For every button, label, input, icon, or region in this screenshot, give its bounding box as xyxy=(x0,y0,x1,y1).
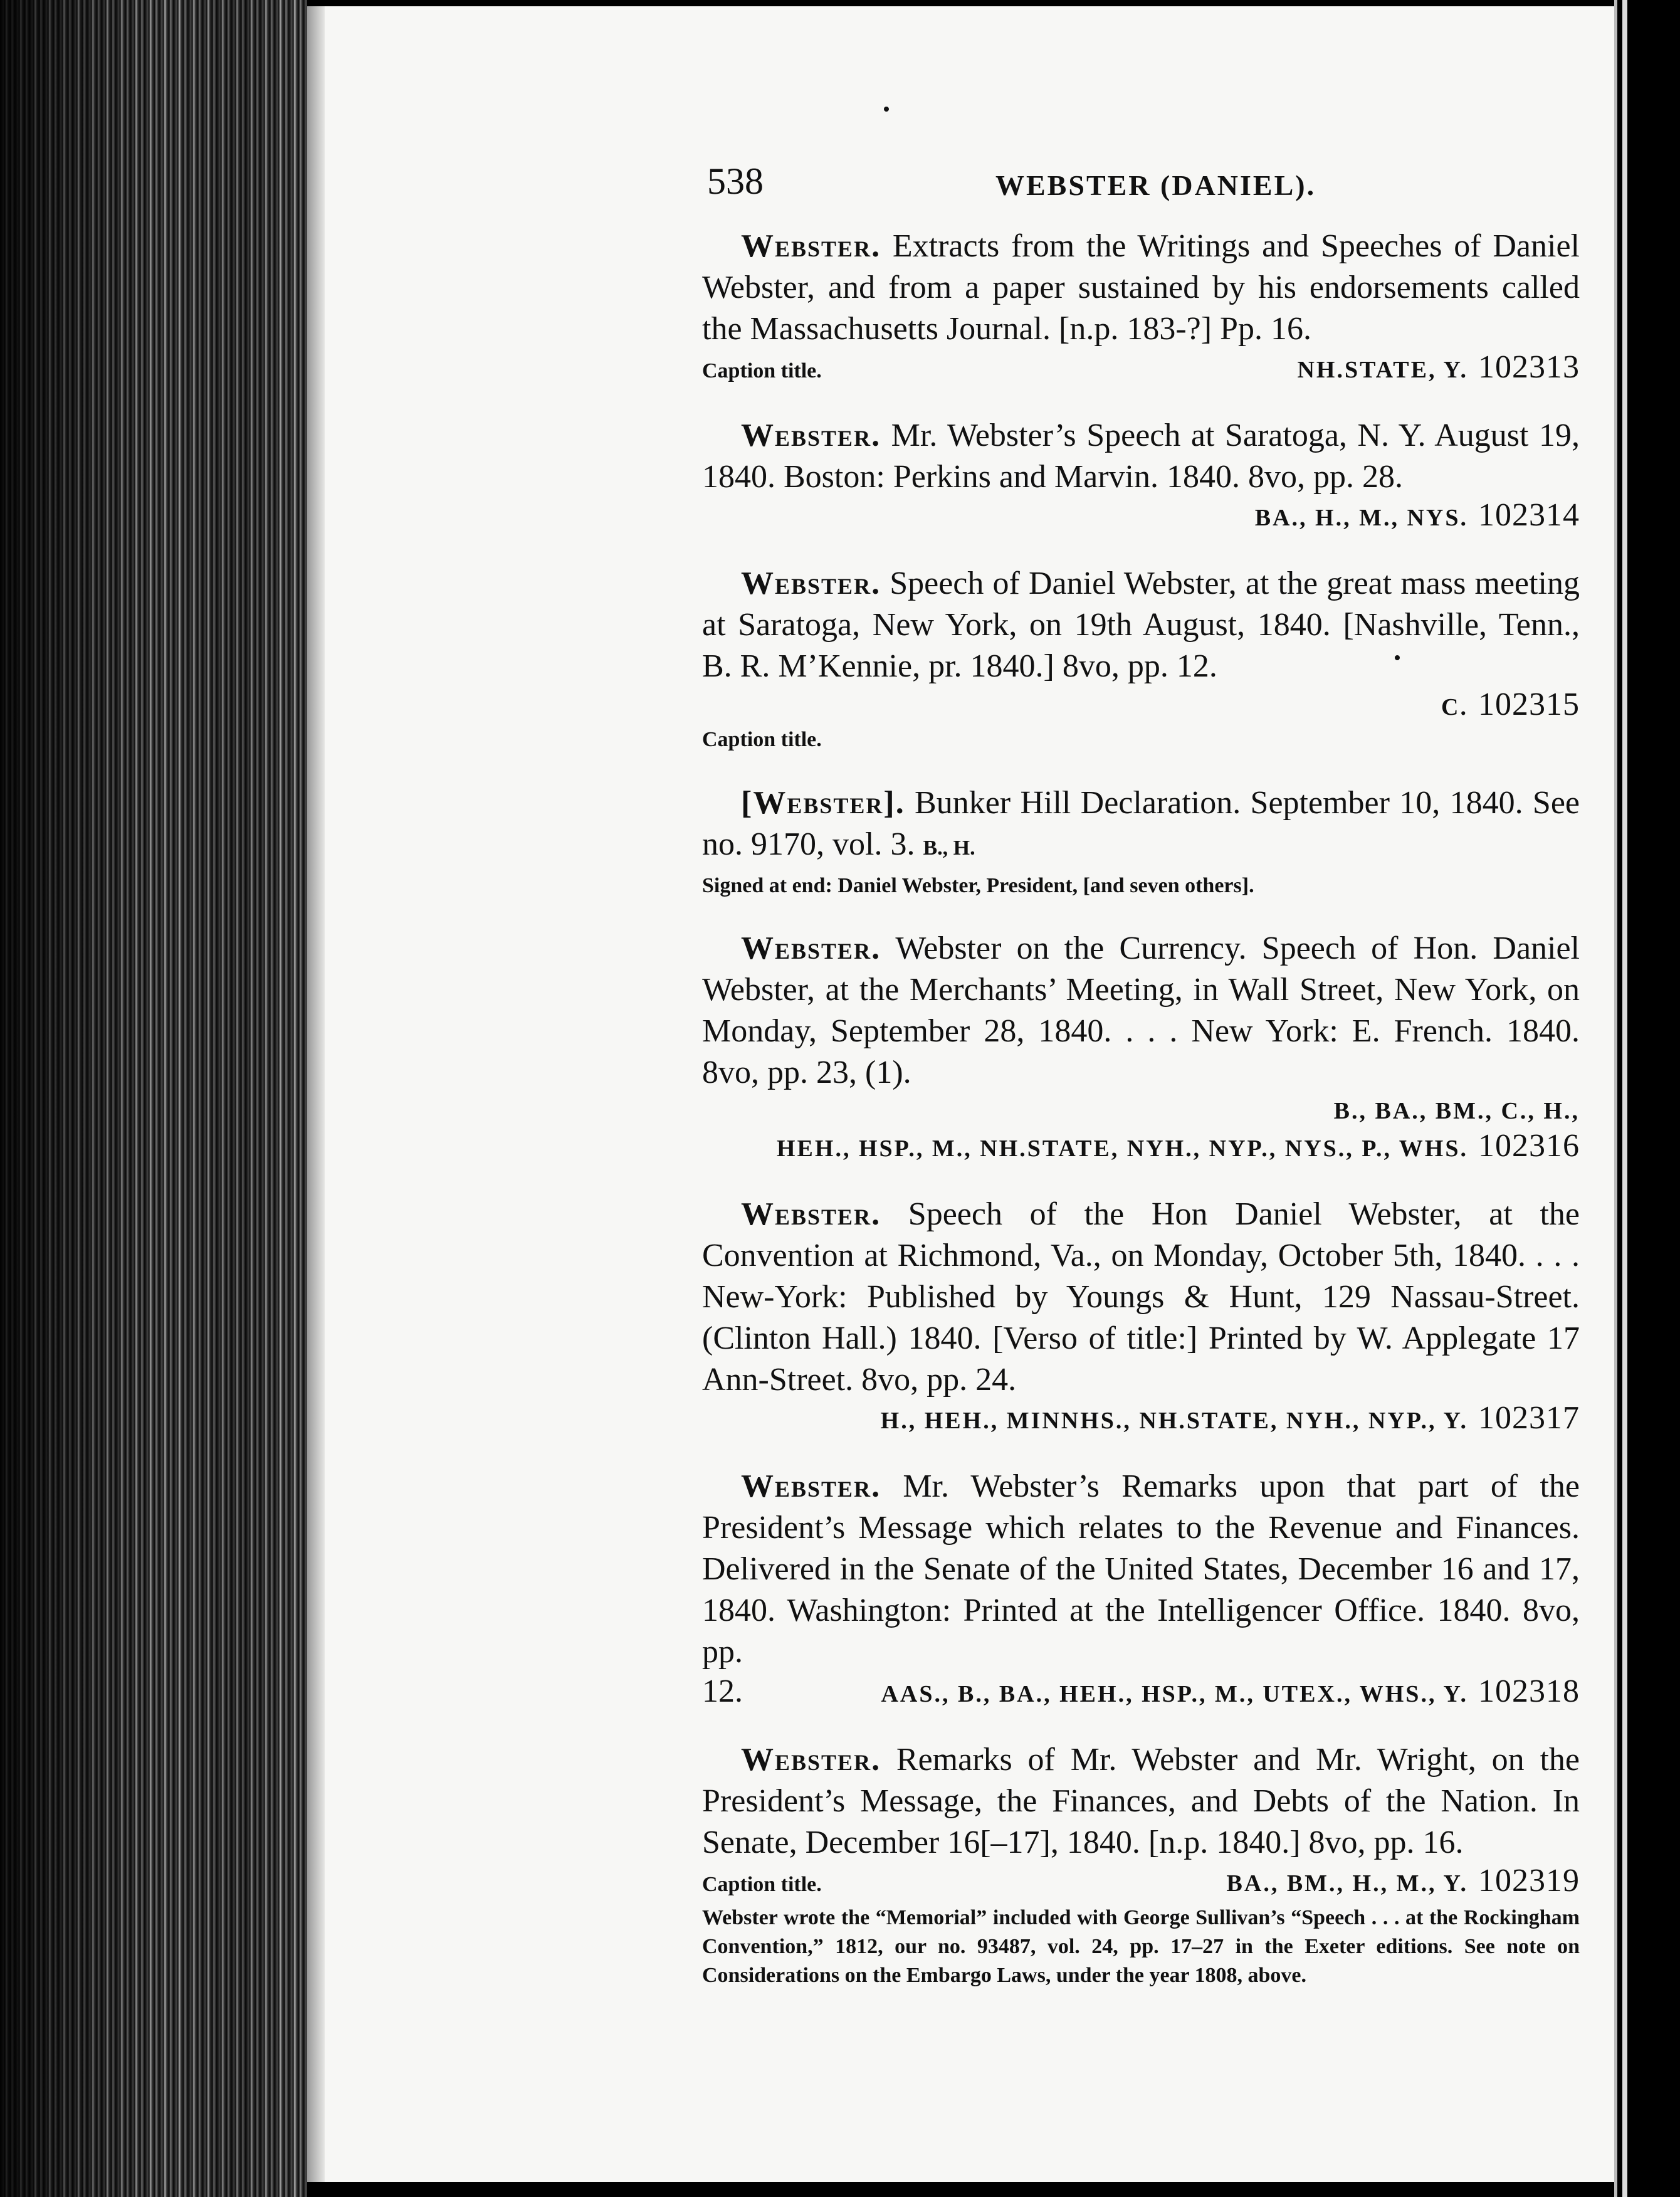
holding-locations: BA., BM., H., M., Y. xyxy=(1226,1870,1468,1897)
page-number: 538 xyxy=(707,161,764,202)
entry-number: 102317 xyxy=(1478,1400,1580,1436)
holding-locations: BA., H., M., NYS. xyxy=(1254,505,1468,531)
entry-lead: Webster. xyxy=(741,1196,881,1232)
entry-text: Bunker Hill Declaration. September 10, 1840. See no. 9170, vol. 3. xyxy=(702,785,1580,862)
entry-text: Mr. Webster’s Speech at Saratoga, N. Y. August 19, 1840. Boston: Perkins and Marvin. 1840. 8vo, pp. 28. xyxy=(702,418,1580,495)
entry-lead: Webster. xyxy=(741,418,881,453)
entry-102318 xyxy=(702,1466,1580,1712)
entry-lead: Webster. xyxy=(741,228,881,264)
entry-lead: Webster. xyxy=(741,1742,881,1778)
entry-text: Extracts from the Writings and Speeches of Daniel Webster, and from a paper sustained by his endorsements called the Massachusetts Journal. [n.p. 183-?] Pp. 16. xyxy=(702,228,1580,347)
running-header xyxy=(707,160,1578,210)
entry-lead: [Webster]. xyxy=(741,785,905,821)
entry-footer xyxy=(702,350,1580,387)
running-title: WEBSTER (DANIEL). xyxy=(995,169,1316,201)
holding-locations: H., HEH., MINNHS., NH.STATE, NYH., NYP., Y. xyxy=(880,1408,1468,1434)
entry-text: Mr. Webster’s Remarks upon that part of the President’s Message which relates to the Revenue and Finances. Delivered in the Senate of the United States, December 16 and 17, 1840. Washington: Printed at the Intelligencer Office. 1840. 8vo, pp. xyxy=(702,1468,1580,1670)
holding-locations: NH.STATE, Y. xyxy=(1297,357,1468,383)
pages-tail: 12. xyxy=(702,1673,743,1709)
entry-lead: Webster. xyxy=(741,930,881,966)
entry-footer xyxy=(702,1863,1580,1901)
entry-102316 xyxy=(702,928,1580,1166)
holding-locations: B., H. xyxy=(923,836,975,860)
entry-lead: Webster. xyxy=(741,566,881,601)
caption-note: Caption title. xyxy=(702,728,822,751)
entry-number: 102319 xyxy=(1478,1863,1580,1899)
book-edge-shade xyxy=(0,0,307,2197)
entries-column xyxy=(702,226,1580,1990)
holding-locations: C. xyxy=(1441,694,1468,720)
entry-text: Remarks of Mr. Webster and Mr. Wright, on the President’s Message, the Finances, and Debts of the Nation. In Senate, December 16[–17], 1840. [n.p. 1840.] 8vo, pp. 16. xyxy=(702,1742,1580,1860)
entry-number: 102318 xyxy=(1478,1673,1580,1709)
holding-locations: HEH., HSP., M., NH.STATE, NYH., NYP., NYS., P., WHS. xyxy=(776,1135,1468,1162)
entry-number: 102314 xyxy=(1478,497,1580,533)
right-border-line xyxy=(1622,0,1627,2197)
speck xyxy=(884,107,889,112)
entry-102314 xyxy=(702,415,1580,535)
entry-text: Webster on the Currency. Speech of Hon. Daniel Webster, at the Merchants’ Meeting, in Wall Street, New York, on Monday, September 28, 1840. . . . New York: E. French. 1840. 8vo, pp. 23, (1). xyxy=(702,930,1580,1090)
entry-102313 xyxy=(702,226,1580,387)
entry-footer xyxy=(702,1673,1580,1712)
entry-note: Webster wrote the “Memorial” included with George Sullivan’s “Speech . . . at the Rockingham Convention,” 1812, our no. 93487, vol. 24, pp. 17–27 in the Exeter editions. See note on Considerations on the Embargo Laws, under the year 1808, above. xyxy=(702,1906,1580,1987)
entry-text: Speech of Daniel Webster, at the great mass meeting at Saratoga, New York, on 19th August, 1840. [Nashville, Tenn., B. R. M’Kennie, pr. 1840.] 8vo, pp. 12. xyxy=(702,566,1580,684)
holding-locations-line1: B., BA., BM., C., H., xyxy=(1333,1098,1580,1124)
holding-locations: AAS., B., BA., HEH., HSP., M., UTEX., WHS., Y. xyxy=(881,1681,1468,1707)
entry-number: 102315 xyxy=(1478,687,1580,722)
caption-note: Caption title. xyxy=(702,359,822,382)
entry-102317 xyxy=(702,1194,1580,1438)
entry-text: Speech of the Hon Daniel Webster, at the Convention at Richmond, Va., on Monday, October 5th, 1840. . . . New-York: Published by Youngs & Hunt, 129 Nassau-Street. (Clinton Hall.) 1840. [Verso of title:] Printed by W. Applegate 17 Ann-Street. 8vo, pp. 24. xyxy=(702,1196,1580,1398)
entry-number: 102316 xyxy=(1478,1128,1580,1164)
caption-note: Caption title. xyxy=(702,1873,822,1896)
entry-bunker-hill xyxy=(702,782,1580,900)
page-gutter xyxy=(307,6,325,2182)
entry-102319 xyxy=(702,1739,1580,1990)
entry-102315 xyxy=(702,563,1580,755)
entry-note: Signed at end: Daniel Webster, President, [and seven others]. xyxy=(702,874,1254,897)
entry-number: 102313 xyxy=(1478,349,1580,385)
entry-lead: Webster. xyxy=(741,1468,881,1504)
